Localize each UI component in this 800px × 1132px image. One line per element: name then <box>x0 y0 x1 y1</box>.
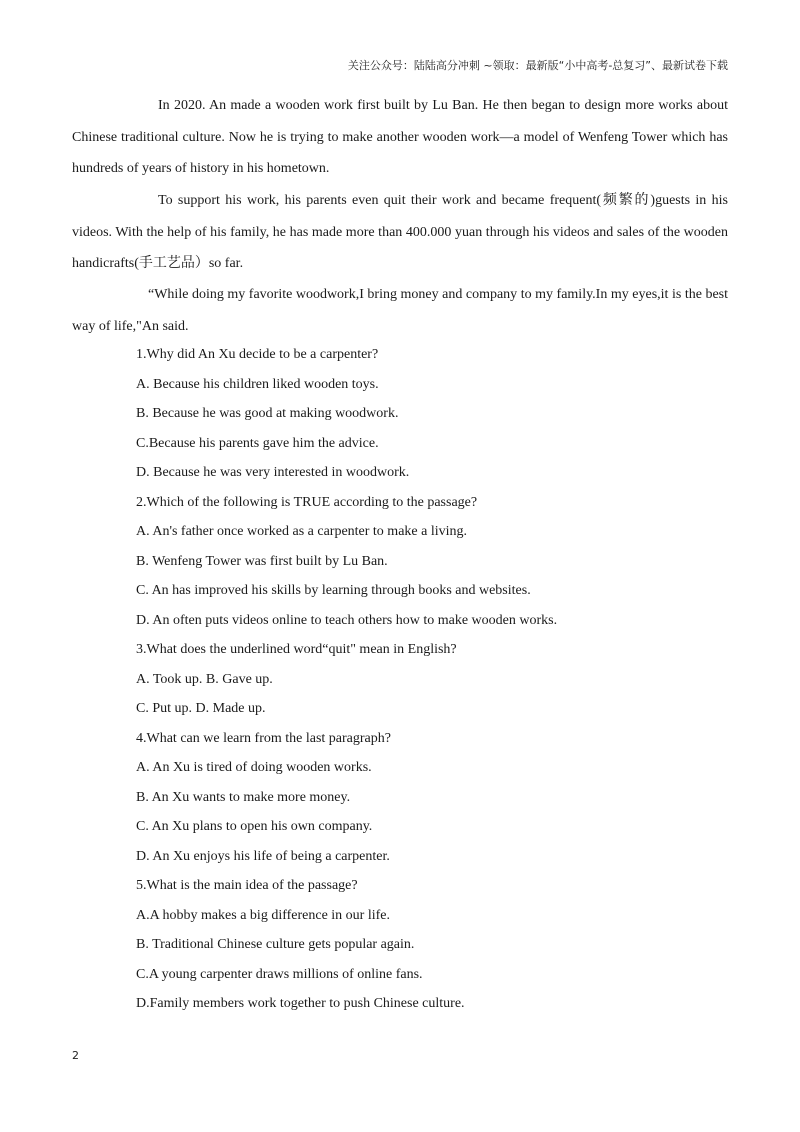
question-4-option-c: C. An Xu plans to open his own company. <box>136 819 373 834</box>
question-5-option-b: B. Traditional Chinese culture gets popular again. <box>136 937 415 952</box>
question-3-stem: 3.What does the underlined word“quit" mean in English? <box>136 642 457 657</box>
question-4-option-a: A. An Xu is tired of doing wooden works. <box>136 760 372 775</box>
question-1-stem: 1.Why did An Xu decide to be a carpenter? <box>136 347 379 362</box>
question-5-option-a: A.A hobby makes a big difference in our life. <box>136 908 391 923</box>
question-1-option-a: A. Because his children liked wooden toys. <box>136 377 379 392</box>
question-1-option-c: C.Because his parents gave him the advice. <box>136 436 379 451</box>
question-1-option-d: D. Because he was very interested in woodwork. <box>136 465 410 480</box>
page-header: 关注公众号：陆陆高分冲刺 ~领取：最新版“小中高考-总复习”、最新试卷下载 <box>347 59 728 72</box>
question-1-option-b: B. Because he was good at making woodwork. <box>136 406 399 421</box>
question-2-stem: 2.Which of the following is TRUE according to the passage? <box>136 495 478 510</box>
question-2-option-d: D. An often puts videos online to teach others how to make wooden works. <box>136 613 558 628</box>
page-number: 2 <box>72 1049 79 1062</box>
question-3-options-ab: A. Took up. B. Gave up. <box>136 672 273 687</box>
question-2-option-c: C. An has improved his skills by learning through books and websites. <box>136 583 531 598</box>
passage-paragraph-1: In 2020. An made a wooden work first built by Lu Ban. He then began to design more works about Chinese traditional culture. Now he is trying to make another wooden work—a model of Wenfeng Tower which has hundreds of years of history in his hometown. <box>72 98 728 176</box>
question-5-option-c: C.A young carpenter draws millions of online fans. <box>136 967 423 982</box>
question-2-option-b: B. Wenfeng Tower was first built by Lu Ban. <box>136 554 388 569</box>
question-4-stem: 4.What can we learn from the last paragraph? <box>136 731 391 746</box>
question-2-option-a: A. An's father once worked as a carpenter to make a living. <box>136 524 468 539</box>
question-4-option-b: B. An Xu wants to make more money. <box>136 790 351 805</box>
question-3-options-cd: C. Put up. D. Made up. <box>136 701 266 716</box>
passage-paragraph-3: “While doing my favorite woodwork,I bring money and company to my family.In my eyes,it is the best way of life,"An said. <box>72 287 728 334</box>
question-5-option-d: D.Family members work together to push Chinese culture. <box>136 996 465 1011</box>
passage-paragraph-2: To support his work, his parents even quit their work and became frequent(频繁的)guests in his videos. With the help of his family, he has made more than 400.000 yuan through his videos and sales of the wooden handicrafts(手工艺品）so far. <box>72 193 728 271</box>
question-4-option-d: D. An Xu enjoys his life of being a carpenter. <box>136 849 390 864</box>
question-5-stem: 5.What is the main idea of the passage? <box>136 878 358 893</box>
